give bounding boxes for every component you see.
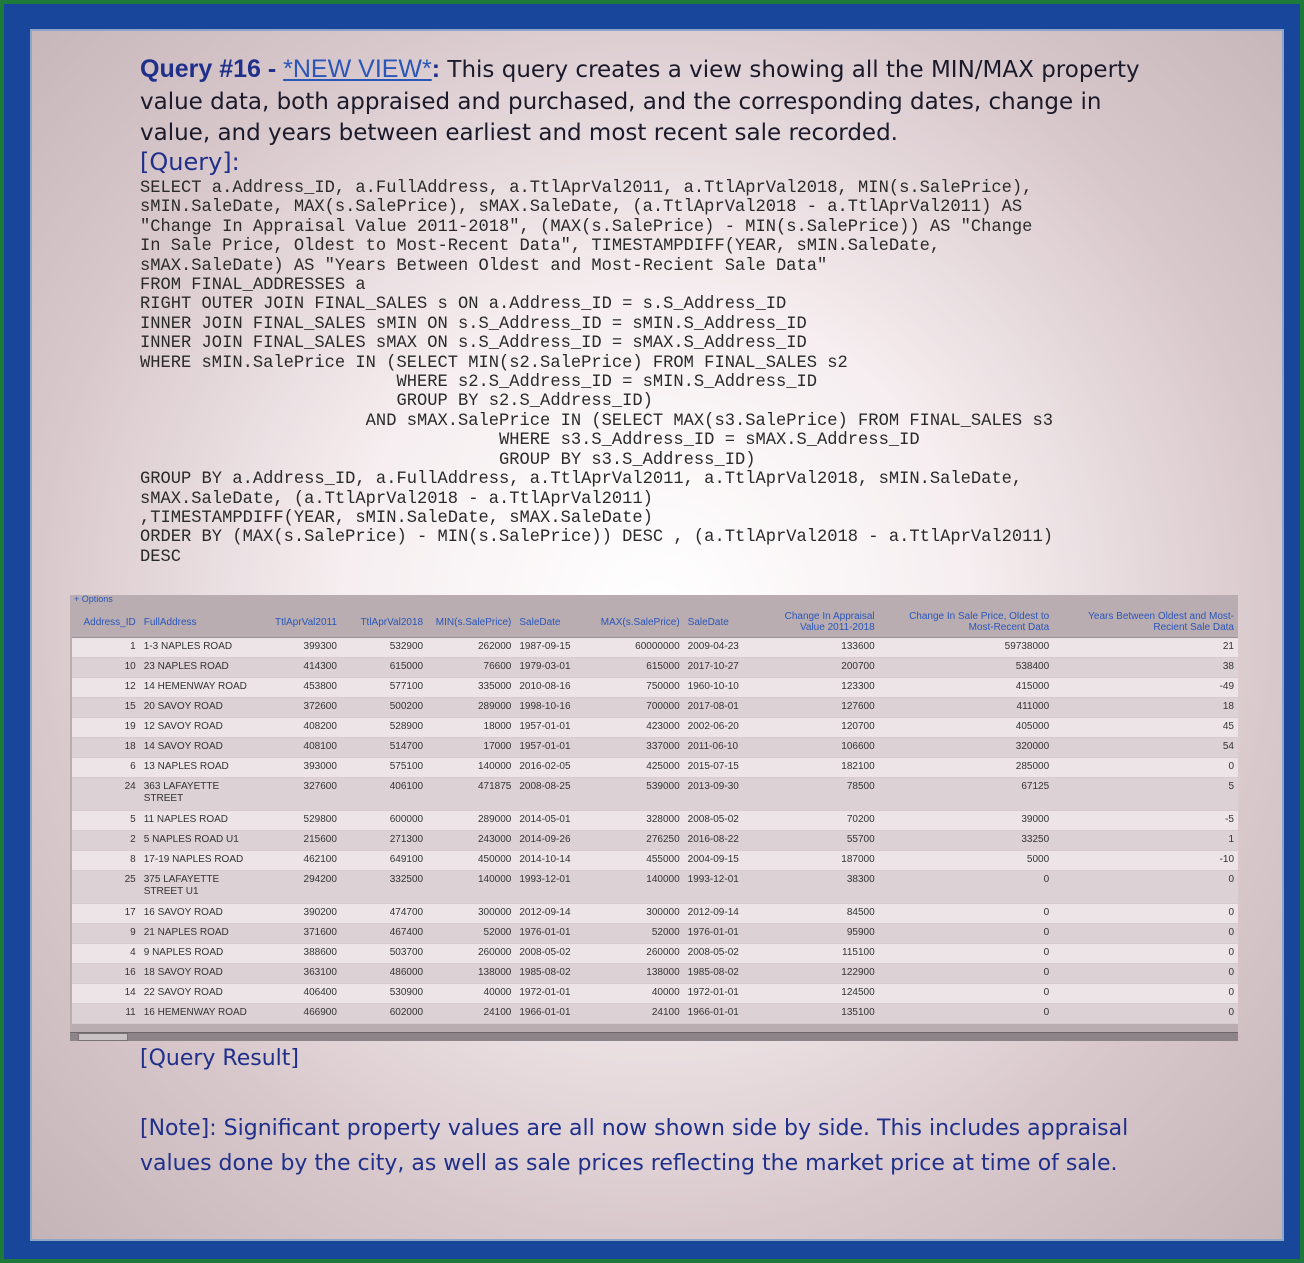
table-cell: 9 NAPLES ROAD (140, 944, 255, 964)
table-cell: 8 (72, 851, 140, 871)
table-cell: 327600 (255, 778, 341, 811)
table-cell: 55700 (756, 831, 879, 851)
table-cell: 414300 (255, 658, 341, 678)
table-cell: 5 (1053, 778, 1238, 811)
table-cell: 467400 (341, 924, 427, 944)
table-cell: 95900 (756, 924, 879, 944)
table-row (72, 638, 1238, 658)
table-cell: 406400 (255, 984, 341, 1004)
table-cell: -49 (1053, 678, 1238, 698)
table-cell: 9 (72, 924, 140, 944)
outer-frame (4, 4, 1300, 1259)
content-panel (30, 29, 1284, 1241)
table-cell: 1 (72, 638, 140, 658)
table-cell: 1972-01-01 (515, 984, 589, 1004)
column-header[interactable]: MIN(s.SalePrice) (427, 607, 515, 638)
table-cell: 2014-05-01 (515, 811, 589, 831)
column-header[interactable]: Address_ID (72, 607, 140, 638)
table-row (72, 1004, 1238, 1024)
table-cell: 1998-10-16 (515, 698, 589, 718)
table-cell: 17-19 NAPLES ROAD (140, 851, 255, 871)
table-cell: 532900 (341, 638, 427, 658)
column-header[interactable]: FullAddress (140, 607, 255, 638)
table-cell: 2002-06-20 (684, 718, 756, 738)
table-cell: 5000 (879, 851, 1053, 871)
table-cell: 60000000 (589, 638, 683, 658)
table-cell: 294200 (255, 871, 341, 904)
table-cell: 503700 (341, 944, 427, 964)
table-cell: 24100 (589, 1004, 683, 1024)
table-cell: 124500 (756, 984, 879, 1004)
query-result-label: [Query Result] (140, 1046, 299, 1071)
table-cell: 19 (72, 718, 140, 738)
table-cell: 1966-01-01 (684, 1004, 756, 1024)
table-row (72, 984, 1238, 1004)
result-table (72, 607, 1238, 1024)
table-cell: 122900 (756, 964, 879, 984)
table-cell: 2013-09-30 (684, 778, 756, 811)
table-cell: 2014-09-26 (515, 831, 589, 851)
table-cell: 39000 (879, 811, 1053, 831)
table-cell: 575100 (341, 758, 427, 778)
table-cell: 602000 (341, 1004, 427, 1024)
table-cell: 138000 (589, 964, 683, 984)
table-cell: 0 (879, 1004, 1053, 1024)
table-cell: 123300 (756, 678, 879, 698)
table-cell: 332500 (341, 871, 427, 904)
table-cell: 2008-05-02 (515, 944, 589, 964)
table-cell: 16 (72, 964, 140, 984)
table-row (72, 738, 1238, 758)
query-description: This query creates a view showing all the MIN/MAX property value data, both appraised and purchased, and the corresponding dates, change in value, and years between earliest and most recent sale recorded. (140, 57, 1140, 146)
table-cell: 2016-02-05 (515, 758, 589, 778)
table-cell: 18000 (427, 718, 515, 738)
table-cell: 2008-08-25 (515, 778, 589, 811)
table-cell: 2016-08-22 (684, 831, 756, 851)
table-cell: 450000 (427, 851, 515, 871)
table-cell: 372600 (255, 698, 341, 718)
table-row (72, 871, 1238, 904)
table-cell: 76600 (427, 658, 515, 678)
table-cell: 115100 (756, 944, 879, 964)
column-header[interactable]: Change In Sale Price, Oldest to Most-Recent Data (879, 607, 1053, 638)
table-cell: 140000 (427, 871, 515, 904)
table-cell: 262000 (427, 638, 515, 658)
table-cell: 21 NAPLES ROAD (140, 924, 255, 944)
column-header[interactable]: SaleDate (515, 607, 589, 638)
table-cell: 18 (72, 738, 140, 758)
table-row (72, 778, 1238, 811)
table-cell: 14 SAVOY ROAD (140, 738, 255, 758)
table-cell: 11 NAPLES ROAD (140, 811, 255, 831)
table-cell: 390200 (255, 904, 341, 924)
table-cell: 530900 (341, 984, 427, 1004)
table-cell: 21 (1053, 638, 1238, 658)
options-link[interactable]: + Options (74, 594, 113, 604)
table-cell: 12 SAVOY ROAD (140, 718, 255, 738)
table-cell: 14 HEMENWAY ROAD (140, 678, 255, 698)
table-cell: 1972-01-01 (684, 984, 756, 1004)
table-cell: 406100 (341, 778, 427, 811)
table-cell: 388600 (255, 944, 341, 964)
table-cell: 4 (72, 944, 140, 964)
table-cell: 260000 (589, 944, 683, 964)
table-cell: 260000 (427, 944, 515, 964)
table-cell: 0 (1053, 924, 1238, 944)
table-cell: 16 HEMENWAY ROAD (140, 1004, 255, 1024)
table-cell: 2004-09-15 (684, 851, 756, 871)
table-cell: 15 (72, 698, 140, 718)
table-cell: 18 SAVOY ROAD (140, 964, 255, 984)
table-cell: 140000 (589, 871, 683, 904)
table-cell: 750000 (589, 678, 683, 698)
heading-colon: : (431, 55, 441, 83)
table-cell: 1957-01-01 (515, 738, 589, 758)
table-cell: 393000 (255, 758, 341, 778)
table-cell: 11 (72, 1004, 140, 1024)
table-cell: 0 (879, 904, 1053, 924)
table-cell: 45 (1053, 718, 1238, 738)
table-cell: 17000 (427, 738, 515, 758)
table-cell: 38300 (756, 871, 879, 904)
table-cell: 600000 (341, 811, 427, 831)
table-cell: 500200 (341, 698, 427, 718)
table-cell: 700000 (589, 698, 683, 718)
table-cell: 2011-06-10 (684, 738, 756, 758)
table-cell: 1976-01-01 (515, 924, 589, 944)
table-cell: 271300 (341, 831, 427, 851)
table-cell: 25 (72, 871, 140, 904)
table-row (72, 658, 1238, 678)
table-cell: 13 NAPLES ROAD (140, 758, 255, 778)
table-cell: 6 (72, 758, 140, 778)
table-cell: 0 (879, 944, 1053, 964)
table-cell: 615000 (589, 658, 683, 678)
table-cell: 40000 (589, 984, 683, 1004)
table-cell: 2014-10-14 (515, 851, 589, 871)
query-heading (140, 54, 1170, 150)
table-cell: 120700 (756, 718, 879, 738)
table-cell: 200700 (756, 658, 879, 678)
table-cell: 0 (1053, 871, 1238, 904)
table-cell: 399300 (255, 638, 341, 658)
table-cell: 78500 (756, 778, 879, 811)
table-cell: 84500 (756, 904, 879, 924)
table-cell: 415000 (879, 678, 1053, 698)
table-cell: 33250 (879, 831, 1053, 851)
column-header[interactable]: Change In Appraisal Value 2011-2018 (756, 607, 879, 638)
table-cell: 425000 (589, 758, 683, 778)
table-header-row (72, 607, 1238, 638)
table-cell: 486000 (341, 964, 427, 984)
table-cell: 538400 (879, 658, 1053, 678)
table-cell: 276250 (589, 831, 683, 851)
column-header[interactable]: TtlAprVal2018 (341, 607, 427, 638)
table-cell: 320000 (879, 738, 1053, 758)
table-cell: 577100 (341, 678, 427, 698)
table-cell: 138000 (427, 964, 515, 984)
table-cell: 2009-04-23 (684, 638, 756, 658)
table-cell: 182100 (756, 758, 879, 778)
table-cell: 462100 (255, 851, 341, 871)
table-cell: 16 SAVOY ROAD (140, 904, 255, 924)
query-title: Query #16 - (140, 55, 284, 83)
new-view-label: *NEW VIEW* (283, 55, 432, 83)
table-cell: 24100 (427, 1004, 515, 1024)
table-cell: 514700 (341, 738, 427, 758)
table-cell: 2 (72, 831, 140, 851)
note-text: [Note]: Significant property values are all now shown side by side. This includes appraisal values done by the city, as well as sale prices reflecting the market price at time of sale. (140, 1116, 1129, 1176)
table-cell: 0 (879, 964, 1053, 984)
table-cell: 289000 (427, 698, 515, 718)
table-cell: 528900 (341, 718, 427, 738)
table-row (72, 698, 1238, 718)
table-row (72, 678, 1238, 698)
table-cell: 2012-09-14 (515, 904, 589, 924)
table-cell: 474700 (341, 904, 427, 924)
table-cell: 14 (72, 984, 140, 1004)
table-cell: 363100 (255, 964, 341, 984)
table-cell: 59738000 (879, 638, 1053, 658)
table-row (72, 944, 1238, 964)
table-cell: 1985-08-02 (684, 964, 756, 984)
table-cell: 17 (72, 904, 140, 924)
table-cell: 5 (72, 811, 140, 831)
table-cell: 411000 (879, 698, 1053, 718)
table-cell: 24 (72, 778, 140, 811)
table-cell: 5 NAPLES ROAD U1 (140, 831, 255, 851)
table-cell: 453800 (255, 678, 341, 698)
table-cell: 2012-09-14 (684, 904, 756, 924)
table-row (72, 904, 1238, 924)
table-cell: 52000 (427, 924, 515, 944)
table-cell: 0 (1053, 944, 1238, 964)
table-cell: 1966-01-01 (515, 1004, 589, 1024)
table-cell: 1979-03-01 (515, 658, 589, 678)
table-cell: 2015-07-15 (684, 758, 756, 778)
scrollbar-thumb[interactable] (78, 1033, 128, 1041)
table-cell: 300000 (427, 904, 515, 924)
table-cell: 405000 (879, 718, 1053, 738)
table-cell: 215600 (255, 831, 341, 851)
table-cell: 54 (1053, 738, 1238, 758)
table-cell: 0 (1053, 1004, 1238, 1024)
table-cell: 67125 (879, 778, 1053, 811)
query-label: [Query]: (140, 148, 240, 176)
table-cell: 2010-08-16 (515, 678, 589, 698)
table-cell: 328000 (589, 811, 683, 831)
table-cell: 23 NAPLES ROAD (140, 658, 255, 678)
table-cell: 2008-05-02 (684, 811, 756, 831)
column-header[interactable]: SaleDate (684, 607, 756, 638)
column-header[interactable]: TtlAprVal2011 (255, 607, 341, 638)
table-cell: 529800 (255, 811, 341, 831)
table-cell: 408200 (255, 718, 341, 738)
table-cell: 337000 (589, 738, 683, 758)
table-cell: 1957-01-01 (515, 718, 589, 738)
table-cell: 335000 (427, 678, 515, 698)
table-cell: 1987-09-15 (515, 638, 589, 658)
table-cell: 1976-01-01 (684, 924, 756, 944)
table-cell: 140000 (427, 758, 515, 778)
table-cell: 0 (1053, 904, 1238, 924)
table-cell: 539000 (589, 778, 683, 811)
table-cell: -5 (1053, 811, 1238, 831)
table-cell: 285000 (879, 758, 1053, 778)
table-row (72, 758, 1238, 778)
table-cell: 1985-08-02 (515, 964, 589, 984)
table-row (72, 964, 1238, 984)
table-cell: 1993-12-01 (684, 871, 756, 904)
table-row (72, 924, 1238, 944)
table-cell: 423000 (589, 718, 683, 738)
table-cell: 0 (1053, 984, 1238, 1004)
table-row (72, 811, 1238, 831)
table-cell: 0 (879, 924, 1053, 944)
table-cell: 615000 (341, 658, 427, 678)
table-cell: 40000 (427, 984, 515, 1004)
table-cell: 243000 (427, 831, 515, 851)
table-cell: 135100 (756, 1004, 879, 1024)
table-cell: 133600 (756, 638, 879, 658)
table-cell: 127600 (756, 698, 879, 718)
table-cell: -10 (1053, 851, 1238, 871)
table-cell: 70200 (756, 811, 879, 831)
table-cell: 363 LAFAYETTE STREET (140, 778, 255, 811)
table-row (72, 831, 1238, 851)
table-row (72, 718, 1238, 738)
table-cell: 52000 (589, 924, 683, 944)
table-cell: 1 (1053, 831, 1238, 851)
table-cell: 0 (1053, 758, 1238, 778)
column-header[interactable]: MAX(s.SalePrice) (589, 607, 683, 638)
table-cell: 1993-12-01 (515, 871, 589, 904)
table-cell: 466900 (255, 1004, 341, 1024)
table-cell: 20 SAVOY ROAD (140, 698, 255, 718)
table-cell: 375 LAFAYETTE STREET U1 (140, 871, 255, 904)
table-cell: 10 (72, 658, 140, 678)
table-cell: 18 (1053, 698, 1238, 718)
table-cell: 0 (879, 984, 1053, 1004)
table-cell: 371600 (255, 924, 341, 944)
table-row (72, 851, 1238, 871)
table-cell: 471875 (427, 778, 515, 811)
table-cell: 649100 (341, 851, 427, 871)
table-cell: 1960-10-10 (684, 678, 756, 698)
table-cell: 187000 (756, 851, 879, 871)
table-cell: 1-3 NAPLES ROAD (140, 638, 255, 658)
table-cell: 12 (72, 678, 140, 698)
table-cell: 289000 (427, 811, 515, 831)
sql-code: SELECT a.Address_ID, a.FullAddress, a.TtlAprVal2011, a.TtlAprVal2018, MIN(s.SalePrice), sMIN.SaleDate, MAX(s.SalePrice), sMAX.SaleDate, (a.TtlAprVal2018 - a.TtlAprVal2011) AS "Change In Appraisal Value 2011-2018", (MAX(s.SalePrice) - MIN(s.SalePrice)) AS "Change In Sale Price, Oldest to Most-Recent Data", TIMESTAMPDIFF(YEAR, sMIN.SaleDate, sMAX.SaleDate) AS "Years Between Oldest and Most-Recient Sale Data" FROM FINAL_ADDRESSES a RIGHT OUTER JOIN FINAL_SALES s ON a.Address_ID = s.S_Address_ID INNER JOIN FINAL_SALES sMIN ON s.S_Address_ID = sMIN.S_Address_ID INNER JOIN FINAL_SALES sMAX ON s.S_Address_ID = sMAX.S_Address_ID WHERE sMIN.SalePrice IN (SELECT MIN(s2.SalePrice) FROM FINAL_SALES s2 WHERE s2.S_Address_ID = sMIN.S_Address_ID GROUP BY s2.S_Address_ID) AND sMAX.SalePrice IN (SELECT MAX(s3.SalePrice) FROM FINAL_SALES s3 WHERE s3.S_Address_ID = sMAX.S_Address_ID GROUP BY s3.S_Address_ID) GROUP BY a.Address_ID, a.FullAddress, a.TtlAprVal2011, a.TtlAprVal2018, sMIN.SaleDate, sMAX.SaleDate, (a.TtlAprVal2018 - a.TtlAprVal2011) ,TIMESTAMPDIFF(YEAR, sMIN.SaleDate, sMAX.SaleDate) ORDER BY (MAX(s.SalePrice) - MIN(s.SalePrice)) DESC , (a.TtlAprVal2018 - a.TtlAprVal2011) DESC (140, 179, 1053, 567)
table-cell: 22 SAVOY ROAD (140, 984, 255, 1004)
table-cell: 408100 (255, 738, 341, 758)
table-cell: 2017-10-27 (684, 658, 756, 678)
table-cell: 0 (1053, 964, 1238, 984)
column-header[interactable]: Years Between Oldest and Most-Recient Sale Data (1053, 607, 1238, 638)
table-cell: 0 (879, 871, 1053, 904)
horizontal-scrollbar[interactable] (70, 1032, 1238, 1041)
table-cell: 106600 (756, 738, 879, 758)
table-cell: 38 (1053, 658, 1238, 678)
table-cell: 300000 (589, 904, 683, 924)
table-cell: 455000 (589, 851, 683, 871)
table-cell: 2017-08-01 (684, 698, 756, 718)
table-cell: 2008-05-02 (684, 944, 756, 964)
